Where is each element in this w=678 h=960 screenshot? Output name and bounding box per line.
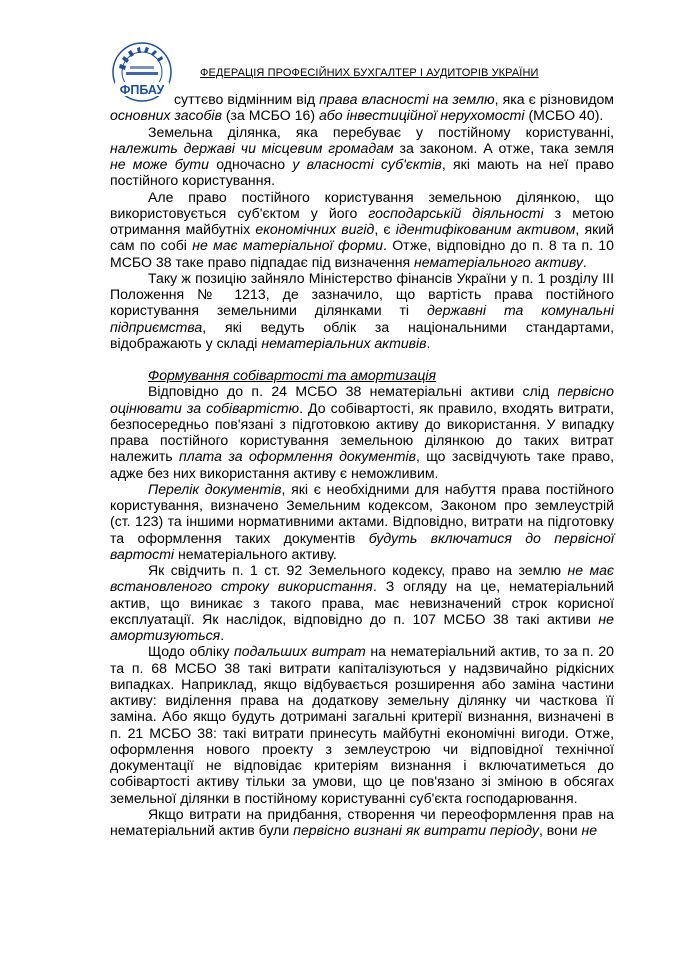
logo-text: ФПБАУ	[119, 83, 165, 97]
emphasis-text: Перелік документів	[148, 480, 282, 497]
text-run: , які є необхідними для набуття права постійного користування, визначено Земельним кодексом, Законом про землеустрій (ст. 123) та іншими нормативними актами. Відповідно, витрати на підготовку та оформлення таких документів	[110, 480, 614, 546]
text-run: Земельна ділянка, яка перебуває у постійному користуванні,	[148, 123, 614, 140]
emphasis-text: нематеріального активу	[414, 253, 583, 270]
emphasis-text: державні та комунальні підприємства	[110, 302, 614, 335]
body-paragraph	[110, 189, 614, 270]
emphasis-text: у власності суб'єктів	[292, 156, 442, 172]
text-run: Щодо обліку	[148, 643, 234, 660]
text-run: Як свідчить п. 1 ст. 92 Земельного кодексу, право на землю	[148, 562, 568, 578]
body-paragraph	[110, 643, 614, 806]
text-run: Таку ж позицію зайняло Міністерство фінансів України у п. 1 розділу III Положення № 1213, де зазначило, що вартість права постійного користування земельними ділянками ті	[110, 269, 614, 319]
text-run: .	[220, 627, 225, 643]
text-run: .	[582, 253, 587, 270]
text-run: . Отже, відповідно до п. 8 та п. 10 МСБО 38 таке право підпадає під визначення	[110, 237, 614, 270]
text-run: Але право постійного користування земельною ділянкою, що використовується суб'єктом у його	[110, 188, 614, 221]
emphasis-text: подальших витрат	[234, 643, 366, 660]
emphasis-text: не може бути	[110, 156, 209, 172]
text-run: , є	[374, 221, 396, 237]
emphasis-text: не має матеріальної форми	[192, 237, 383, 254]
emphasis-text: основних засобів	[110, 107, 222, 124]
emphasis-text: первісно оцінювати за собівартістю	[110, 383, 614, 416]
text-run: , що засвідчують таке право, адже без них використання активу є неможливим.	[110, 448, 614, 481]
text-run: . До собівартості, як правило, входять витрати, безпосередньо пов'язані з підготовкою активу до використання. У випадку права постійного користування земельною ділянкою до таких витрат належить	[110, 399, 614, 465]
text-run: суттєво відмінним від	[174, 91, 320, 107]
text-run: одночасно	[208, 156, 293, 172]
body-paragraph	[110, 124, 614, 189]
emphasis-text: не	[581, 822, 598, 838]
header-title: ФЕДЕРАЦІЯ ПРОФЕСІЙНИХ БУХГАЛТЕР І АУДИТОРІВ УКРАЇНИ	[200, 67, 539, 79]
text-run: (МСБО 40).	[524, 107, 604, 124]
emphasis-text: не має встановленого строку використання	[110, 562, 614, 595]
text-run: на нематеріальний актив, то за п. 20 та п. 68 МСБО 38 такі витрати капіталізуються у надзвичайно рідкісних випадках. Наприклад, якщо відбувається розширення або заміна частини активу: виділення права на додаткову земельну ділянку чи часткова її заміна. Або якщо будуть дотримані загальні критерії визнання, визначені в п. 21 МСБО 38: такі витрати принесуть майбутні економічні вигоди. Отже, оформлення нового проекту з землеустрою чи відповідної технічної документації не відповідає критеріям визнання і включатиметься до собівартості активу тільки за умови, що це пов'язано зі зміною в обсягах земельної ділянки в постійному користуванні суб'єкта господарювання.	[110, 643, 614, 806]
text-run: нематеріального активу.	[174, 545, 337, 562]
emphasis-text: належить державі чи місцевим громадам	[110, 139, 394, 156]
emphasis-text: нематеріальних активів	[261, 334, 427, 351]
text-run: Якщо витрати на придбання, створення чи переоформлення прав на нематеріальний актив були	[110, 805, 614, 838]
body-paragraph	[110, 562, 614, 643]
body-paragraph	[110, 806, 614, 839]
emphasis-text: плата за оформлення документів	[179, 448, 416, 465]
text-run: з метою отримання майбутніх	[110, 204, 614, 237]
body-paragraph	[110, 383, 614, 481]
text-run: . З огляду на це, нематеріальний актив, що виникає з такого права, має невизначений строк корисної експлуатації. Як наслідок, відповідно до п. 107 МСБО 38 такі активи	[110, 578, 615, 627]
emphasis-text: первісно визнані як витрати періоду	[293, 822, 539, 838]
emphasis-text: не амортизуються	[110, 610, 614, 643]
text-run: , які мають на неї право постійного користування.	[110, 156, 614, 189]
body-paragraph	[110, 270, 614, 351]
emphasis-text: ідентифікованим активом	[395, 221, 576, 237]
text-run: (за МСБО 16)	[221, 107, 319, 124]
body-paragraph	[110, 367, 614, 383]
emphasis-text: або інвестиційної нерухомості	[318, 107, 525, 124]
emphasis-text: господарській діяльності	[368, 204, 544, 221]
emphasis-text: права власності на землю	[319, 91, 495, 107]
document-body	[110, 91, 614, 838]
emphasis-text: економічних вигід	[255, 221, 375, 237]
text-run: , які ведуть облік за національними стандартами, відображають у складі	[110, 318, 614, 351]
text-run: , який сам по собі	[110, 221, 615, 254]
body-paragraph	[110, 481, 614, 562]
text-run: Відповідно до п. 24 МСБО 38 нематеріальні активи слід	[148, 383, 558, 400]
text-run: , вони	[538, 822, 582, 838]
emphasis-text: Формування собівартості та амортизація	[148, 367, 437, 383]
text-run: .	[426, 334, 431, 351]
emphasis-text: будуть включатися до первісної вартості	[110, 529, 614, 562]
body-paragraph	[110, 91, 614, 124]
text-run: за законом. А отже, така земля	[393, 139, 614, 156]
text-run: , яка є різновидом	[494, 91, 614, 107]
